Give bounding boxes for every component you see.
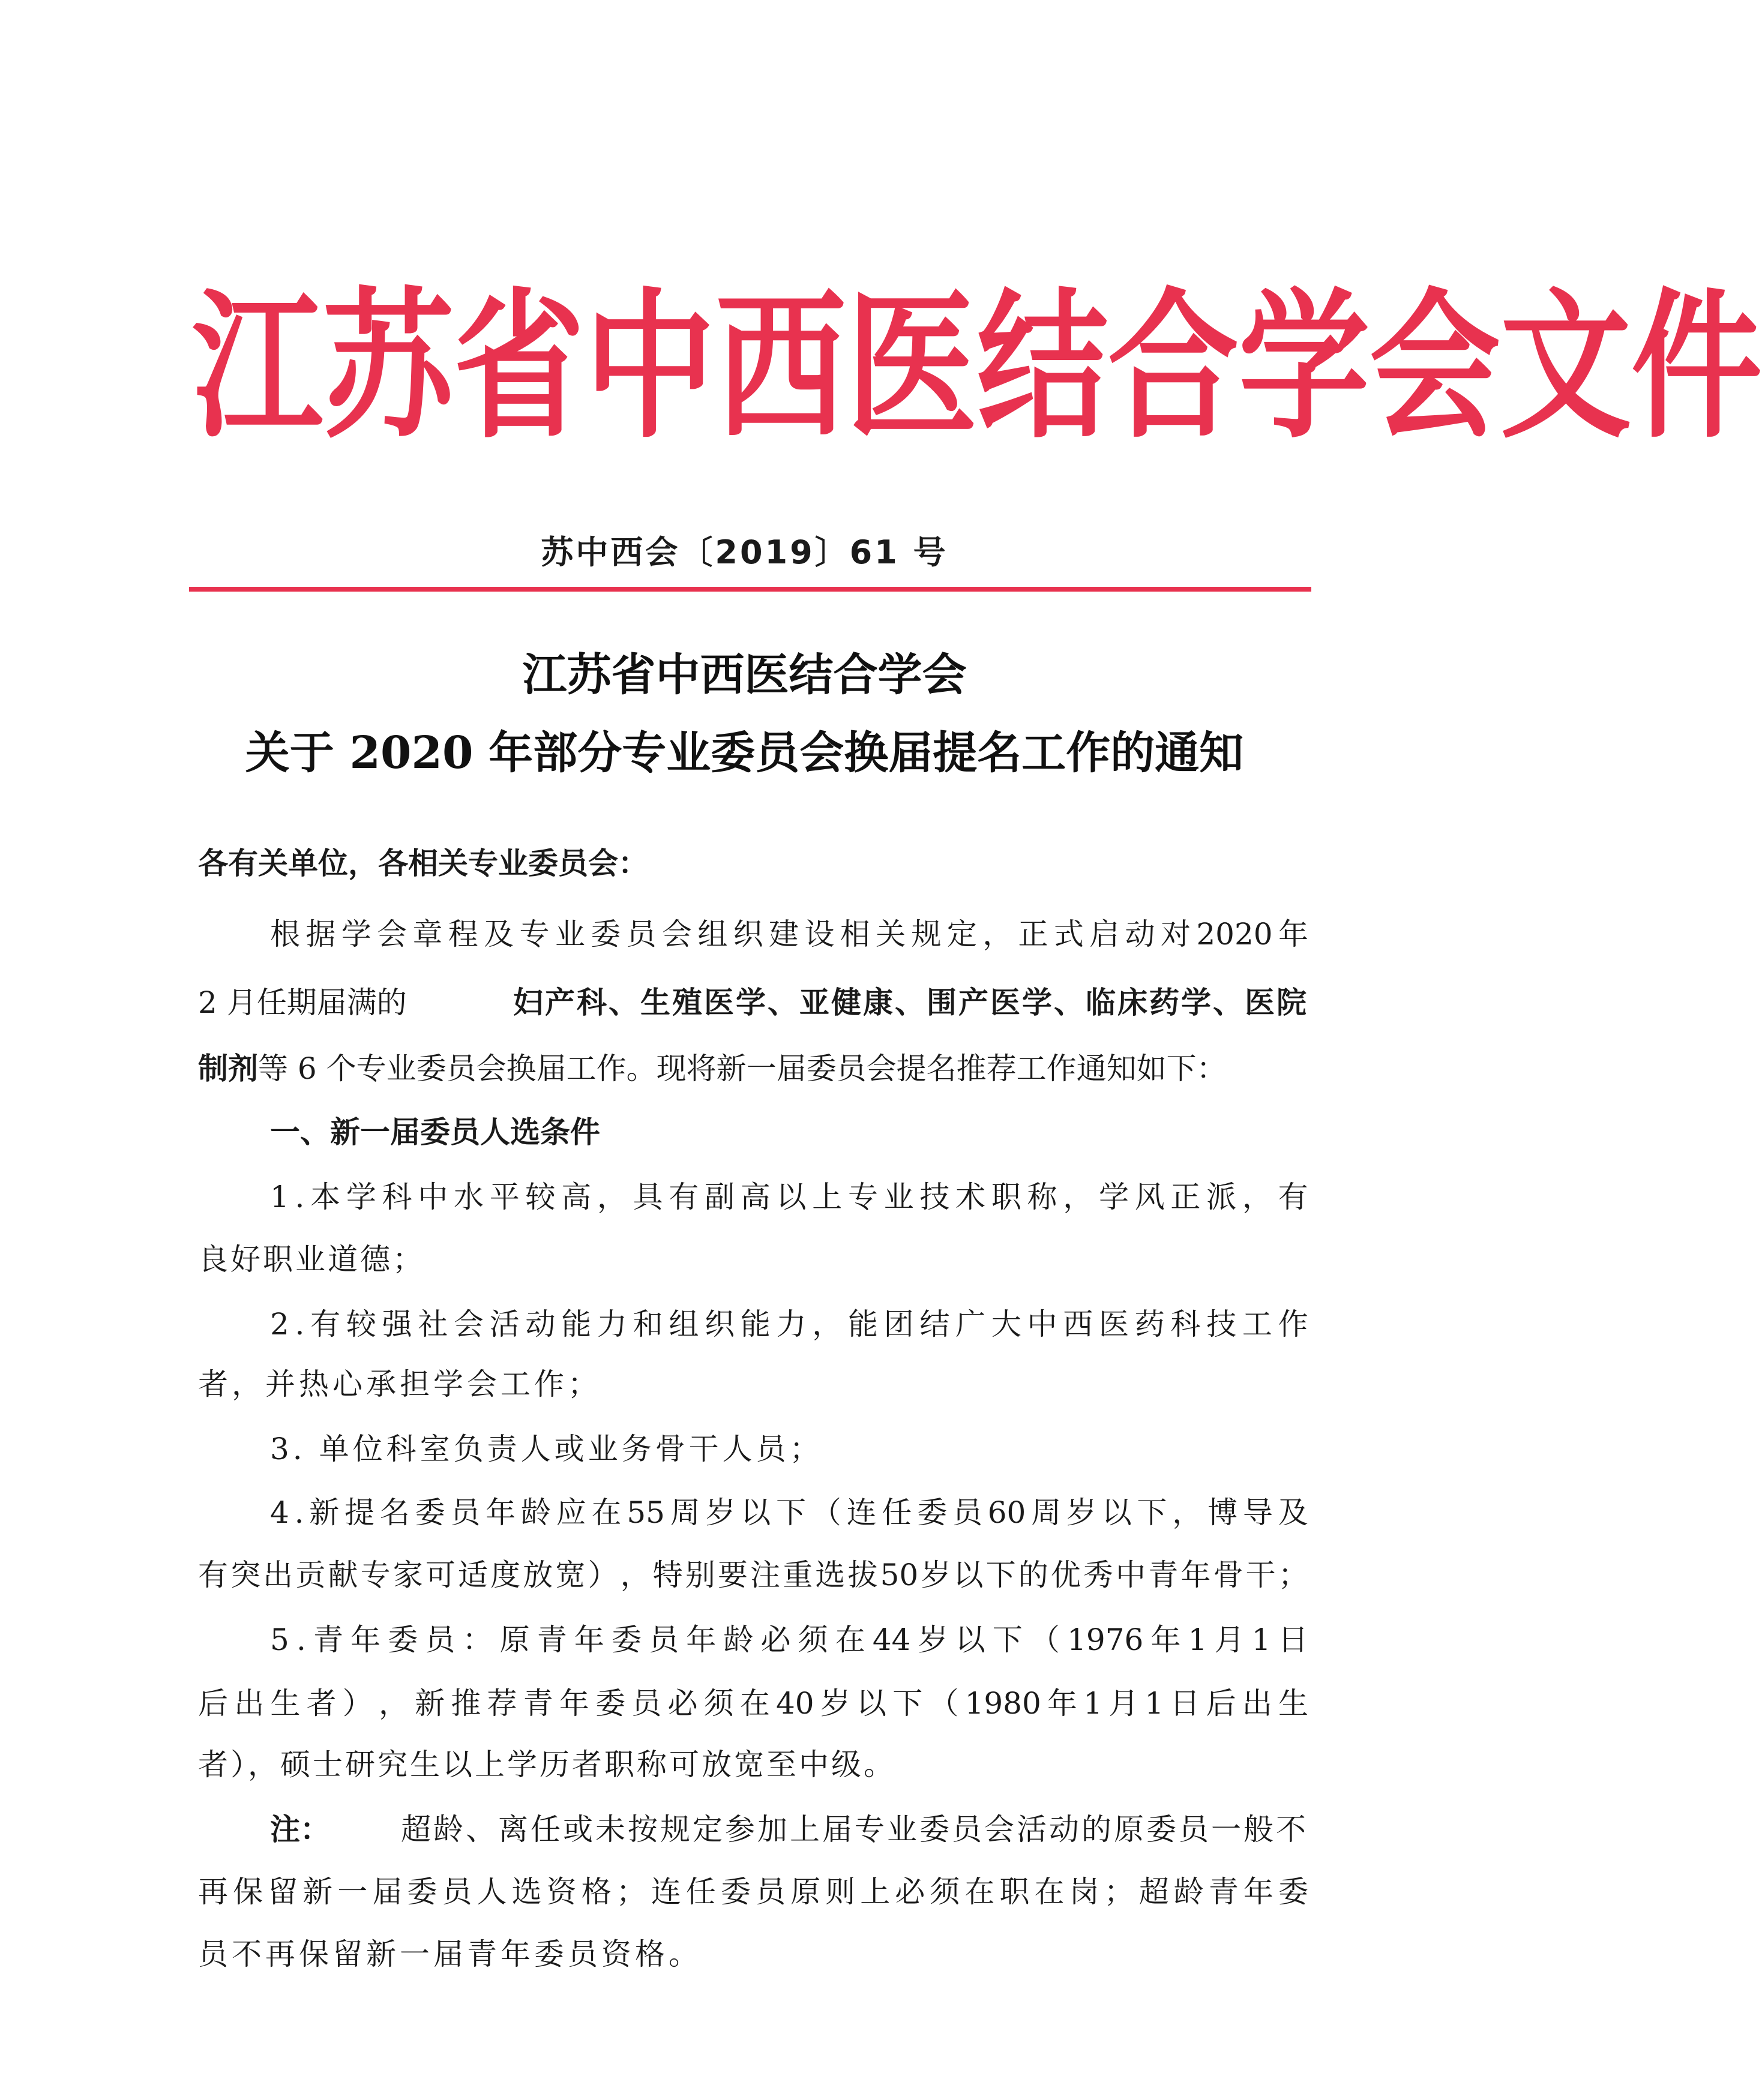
note-line-3-text: 员不再保留新一届青年委员资格。 xyxy=(198,1937,702,1972)
glyph: 药 xyxy=(1134,1307,1165,1342)
glyph: 以 xyxy=(856,1686,886,1721)
item-5-line-3 xyxy=(198,1744,1308,1786)
salutation-text: 各有关单位，各相关专业委员会： xyxy=(198,846,648,881)
glyph: 一 xyxy=(337,1874,368,1909)
glyph: 55 xyxy=(627,1495,665,1530)
glyph: 力 xyxy=(597,1307,627,1342)
glyph: 规 xyxy=(911,917,942,952)
glyph: 大 xyxy=(991,1307,1021,1342)
glyph: 龄 xyxy=(1173,1874,1204,1909)
glyph: 留 xyxy=(268,1874,298,1909)
glyph: 原 xyxy=(790,1874,821,1909)
glyph: ） xyxy=(588,1558,618,1592)
glyph: 文 xyxy=(1500,275,1631,460)
glyph: 员 xyxy=(442,1874,472,1909)
glyph: 龄 xyxy=(723,1622,754,1657)
glyph: ） xyxy=(342,1686,373,1721)
glyph: 动 xyxy=(1125,917,1155,952)
glyph: 以 xyxy=(741,1495,771,1530)
glyph: （ xyxy=(928,1686,959,1721)
glyph: ， xyxy=(1063,1180,1093,1214)
glyph: 骨 xyxy=(1213,1558,1243,1592)
glyph: 资 xyxy=(546,1874,577,1909)
glyph: 设 xyxy=(804,917,835,952)
glyph: 广 xyxy=(955,1307,986,1342)
glyph: 青 xyxy=(1148,1558,1179,1592)
glyph: 副 xyxy=(705,1180,735,1214)
item-2-line-2-text: 者，并热心承担学会工作； xyxy=(198,1367,601,1402)
committee-list: 妇产科、生殖医学、亚健康、围产医学、临床药学、医院 xyxy=(513,985,1308,1020)
glyph: 的 xyxy=(1018,1558,1048,1592)
glyph: 名 xyxy=(379,1495,410,1530)
title-line-1: 江苏省中西医结合学会 xyxy=(522,649,967,701)
glyph: 组 xyxy=(697,917,728,952)
glyph: 苏 xyxy=(323,275,454,460)
glyph: 结 xyxy=(977,275,1108,460)
glyph: 出 xyxy=(234,1686,265,1721)
glyph: 业 xyxy=(555,917,585,952)
glyph: 度 xyxy=(490,1558,521,1592)
glyph: 式 xyxy=(1053,917,1084,952)
glyph: 新 xyxy=(302,1874,333,1909)
glyph: 贡 xyxy=(295,1558,326,1592)
glyph: 保 xyxy=(233,1874,263,1909)
glyph: ； xyxy=(616,1874,646,1909)
glyph: 干 xyxy=(1245,1558,1276,1592)
glyph: 委 xyxy=(407,1874,437,1909)
glyph: 格 xyxy=(581,1874,612,1909)
glyph: . xyxy=(296,1622,306,1657)
glyph: 1 xyxy=(1083,1686,1102,1721)
glyph: 称 xyxy=(1027,1180,1057,1214)
glyph: 生 xyxy=(270,1686,301,1721)
glyph: 员 xyxy=(425,1622,456,1657)
item-1-line-1 xyxy=(270,1176,1308,1218)
masthead xyxy=(192,275,1762,460)
intro-line-3-rest: 等 6 个专业委员会换届工作。现将新一届委员会提名推荐工作通知如下： xyxy=(258,1051,1227,1086)
glyph: 西 xyxy=(1063,1307,1093,1342)
glyph: 新 xyxy=(415,1686,445,1721)
glyph: 根 xyxy=(270,917,300,952)
glyph: 高 xyxy=(740,1180,771,1214)
glyph: 团 xyxy=(883,1307,914,1342)
glyph: 青 xyxy=(313,1622,343,1657)
glyph: 青 xyxy=(1208,1874,1239,1909)
glyph: 必 xyxy=(667,1686,698,1721)
glyph: 委 xyxy=(591,917,621,952)
glyph: 能 xyxy=(561,1307,592,1342)
glyph: 别 xyxy=(685,1558,715,1592)
glyph: 合 xyxy=(1108,275,1239,460)
glyph: 50 xyxy=(880,1558,919,1592)
glyph: 4 xyxy=(270,1495,289,1530)
glyph: 风 xyxy=(1134,1180,1165,1214)
glyph: 须 xyxy=(930,1874,960,1909)
glyph: . xyxy=(295,1180,305,1214)
glyph: 可 xyxy=(425,1558,456,1592)
glyph: 周 xyxy=(1031,1495,1062,1530)
glyph: 任 xyxy=(882,1495,912,1530)
glyph: 建 xyxy=(769,917,799,952)
item-1-line-2 xyxy=(198,1238,1308,1280)
glyph: 年 xyxy=(574,1622,604,1657)
glyph: 献 xyxy=(328,1558,358,1592)
glyph: 委 xyxy=(388,1622,418,1657)
glyph: 委 xyxy=(917,1495,948,1530)
glyph: 件 xyxy=(1631,275,1762,460)
glyph: 组 xyxy=(669,1307,699,1342)
glyph: 2 xyxy=(270,1307,289,1342)
glyph: 1976 xyxy=(1067,1622,1144,1657)
glyph: 龄 xyxy=(520,1495,551,1530)
glyph: 人 xyxy=(477,1874,507,1909)
glyph: 日 xyxy=(1278,1622,1308,1657)
glyph: 适 xyxy=(458,1558,488,1592)
glyph: 本 xyxy=(310,1180,341,1214)
item-5-line-1 xyxy=(270,1619,1308,1661)
glyph: 有 xyxy=(669,1180,699,1214)
glyph: 连 xyxy=(846,1495,877,1530)
glyph: 有 xyxy=(1278,1180,1308,1214)
item-2-line-1 xyxy=(270,1303,1308,1345)
glyph: 员 xyxy=(756,1874,786,1909)
glyph: ： xyxy=(462,1622,493,1657)
glyph: 须 xyxy=(703,1686,734,1721)
glyph: 超 xyxy=(1138,1874,1169,1909)
glyph: 定 xyxy=(946,917,977,952)
glyph: 能 xyxy=(740,1307,771,1342)
glyph: 关 xyxy=(876,917,906,952)
glyph: 据 xyxy=(305,917,336,952)
glyph: 青 xyxy=(523,1686,553,1721)
glyph: 会 xyxy=(1370,275,1500,460)
glyph: 对 xyxy=(1160,917,1191,952)
glyph: 专 xyxy=(360,1558,391,1592)
glyph: 后 xyxy=(198,1686,228,1721)
glyph: 章 xyxy=(412,917,443,952)
glyph: 医 xyxy=(846,275,977,460)
glyph: 必 xyxy=(895,1874,925,1909)
glyph: 工 xyxy=(1242,1307,1272,1342)
glyph: 岁 xyxy=(820,1686,850,1721)
glyph: 及 xyxy=(1278,1495,1308,1530)
glyph: 员 xyxy=(952,1495,982,1530)
glyph: 重 xyxy=(783,1558,813,1592)
glyph: 者 xyxy=(306,1686,337,1721)
note-label: 注： xyxy=(270,1812,330,1847)
glyph: 提 xyxy=(344,1495,375,1530)
glyph: 届 xyxy=(372,1874,403,1909)
glyph: 以 xyxy=(776,1180,807,1214)
glyph: 会 xyxy=(661,917,692,952)
glyph: 动 xyxy=(525,1307,556,1342)
glyph: 岁 xyxy=(1066,1495,1096,1530)
glyph: 必 xyxy=(760,1622,791,1657)
glyph: 在 xyxy=(835,1622,865,1657)
note-line-3 xyxy=(198,1933,1308,1975)
glyph: 相 xyxy=(840,917,870,952)
glyph: 会 xyxy=(377,917,407,952)
item-2-line-2 xyxy=(198,1363,1308,1405)
glyph: 员 xyxy=(631,1686,662,1721)
glyph: 岁 xyxy=(918,1622,948,1657)
glyph: ； xyxy=(1104,1874,1134,1909)
glyph: 推 xyxy=(451,1686,481,1721)
glyph: 专 xyxy=(519,917,550,952)
glyph: 月 xyxy=(1214,1622,1245,1657)
glyph: 委 xyxy=(595,1686,626,1721)
note-line-1-rest: 超龄、离任或未按规定参加上届专业委员会活动的原委员一般不 xyxy=(401,1812,1308,1847)
glyph: 职 xyxy=(999,1874,1030,1909)
glyph: 员 xyxy=(649,1622,679,1657)
glyph: 任 xyxy=(685,1874,716,1909)
note-line-1 xyxy=(270,1808,1308,1850)
glyph: 博 xyxy=(1207,1495,1238,1530)
glyph: 荐 xyxy=(487,1686,517,1721)
glyph: 下 xyxy=(892,1686,923,1721)
glyph: 学 xyxy=(1239,275,1370,460)
glyph: 水 xyxy=(454,1180,484,1214)
glyph: 医 xyxy=(1098,1307,1129,1342)
salutation xyxy=(198,842,1308,884)
glyph: 新 xyxy=(309,1495,340,1530)
glyph: 上 xyxy=(812,1180,843,1214)
glyph: 下 xyxy=(776,1495,807,1530)
glyph: 正 xyxy=(1018,917,1048,952)
glyph: 优 xyxy=(1050,1558,1081,1592)
glyph: 术 xyxy=(955,1180,986,1214)
glyph: 技 xyxy=(919,1180,950,1214)
glyph: 委 xyxy=(415,1495,445,1530)
glyph: ， xyxy=(378,1686,409,1721)
glyph: （ xyxy=(1029,1622,1060,1657)
glyph: 活 xyxy=(489,1307,520,1342)
glyph: 青 xyxy=(537,1622,567,1657)
glyph: 程 xyxy=(448,917,478,952)
glyph: 岁 xyxy=(705,1495,736,1530)
glyph: ， xyxy=(1172,1495,1203,1530)
red-divider xyxy=(189,587,1311,592)
item-4-line-2 xyxy=(198,1554,1308,1596)
glyph: 派 xyxy=(1206,1180,1237,1214)
section-1-heading xyxy=(270,1111,1380,1153)
glyph: 业 xyxy=(883,1180,914,1214)
glyph: 生 xyxy=(1278,1686,1308,1721)
glyph: 注 xyxy=(750,1558,781,1592)
glyph: 科 xyxy=(1170,1307,1201,1342)
glyph: ， xyxy=(982,917,1013,952)
glyph: 委 xyxy=(720,1874,751,1909)
intro-line-2-pre: 2 月任期届满的 xyxy=(198,985,407,1020)
glyph: 学 xyxy=(346,1180,376,1214)
glyph: 要 xyxy=(718,1558,748,1592)
glyph: 较 xyxy=(346,1307,376,1342)
glyph: 员 xyxy=(450,1495,481,1530)
glyph: 强 xyxy=(382,1307,412,1342)
glyph: 中 xyxy=(1027,1307,1057,1342)
glyph: 1980 xyxy=(964,1686,1041,1721)
glyph: ； xyxy=(1278,1558,1308,1592)
glyph: 年 xyxy=(1243,1874,1273,1909)
glyph: 高 xyxy=(561,1180,592,1214)
glyph: 须 xyxy=(798,1622,828,1657)
glyph: 日 xyxy=(1170,1686,1200,1721)
glyph: ， xyxy=(1242,1180,1272,1214)
glyph: 则 xyxy=(825,1874,856,1909)
glyph: 秀 xyxy=(1083,1558,1113,1592)
glyph: 职 xyxy=(991,1180,1021,1214)
glyph: （ xyxy=(811,1495,841,1530)
glyph: 周 xyxy=(670,1495,700,1530)
glyph: 岁 xyxy=(921,1558,951,1592)
glyph: 月 xyxy=(1108,1686,1139,1721)
glyph: 下 xyxy=(985,1558,1016,1592)
glyph: 正 xyxy=(1170,1180,1201,1214)
item-3-text: 3. 单位科室负责人或业务骨干人员； xyxy=(270,1432,823,1466)
glyph: 宽 xyxy=(555,1558,586,1592)
glyph: 年 xyxy=(559,1686,589,1721)
glyph: 44 xyxy=(872,1622,911,1657)
glyph: 织 xyxy=(733,917,763,952)
glyph: 能 xyxy=(847,1307,878,1342)
glyph: 出 xyxy=(1242,1686,1272,1721)
intro-line-2 xyxy=(198,982,1308,1024)
glyph: 科 xyxy=(382,1180,412,1214)
item-5-line-2 xyxy=(198,1682,1308,1724)
glyph: 力 xyxy=(776,1307,807,1342)
glyph: 突 xyxy=(230,1558,261,1592)
document-number: 苏中西会〔2019〕61 号 xyxy=(541,533,948,571)
item-4-line-1 xyxy=(270,1492,1308,1534)
title-line-2: 关于 2020 年部分专业委员会换届提名工作的通知 xyxy=(245,727,1244,779)
glyph: 以 xyxy=(953,1558,984,1592)
glyph: 应 xyxy=(556,1495,586,1530)
glyph: 启 xyxy=(1089,917,1120,952)
glyph: 2020 xyxy=(1196,917,1273,952)
glyph: 后 xyxy=(1206,1686,1236,1721)
glyph: 在 xyxy=(739,1686,770,1721)
glyph: 1 xyxy=(1251,1622,1271,1657)
glyph: 以 xyxy=(1101,1495,1132,1530)
glyph: 年 xyxy=(486,1495,516,1530)
glyph: 特 xyxy=(652,1558,683,1592)
glyph: 专 xyxy=(847,1180,878,1214)
glyph: 委 xyxy=(1278,1874,1308,1909)
glyph: 平 xyxy=(489,1180,520,1214)
glyph: 有 xyxy=(310,1307,341,1342)
glyph: 连 xyxy=(651,1874,681,1909)
glyph: 年 xyxy=(1180,1558,1211,1592)
glyph: 社 xyxy=(418,1307,448,1342)
glyph: 年 xyxy=(1278,917,1308,952)
glyph: 下 xyxy=(1137,1495,1167,1530)
glyph: 在 xyxy=(1034,1874,1065,1909)
glyph: 省 xyxy=(454,275,585,460)
glyph: 在 xyxy=(964,1874,995,1909)
glyph: 下 xyxy=(992,1622,1023,1657)
glyph: 年 xyxy=(686,1622,717,1657)
glyph: 会 xyxy=(454,1307,484,1342)
committee-list-end: 制剂 xyxy=(198,1051,258,1086)
glyph: . xyxy=(294,1495,304,1530)
glyph: 和 xyxy=(633,1307,663,1342)
glyph: 放 xyxy=(523,1558,553,1592)
glyph: 家 xyxy=(392,1558,423,1592)
intro-line-1 xyxy=(270,913,1308,955)
glyph: 选 xyxy=(815,1558,846,1592)
glyph: 1 xyxy=(270,1180,289,1214)
glyph: 学 xyxy=(1098,1180,1129,1214)
glyph: 学 xyxy=(341,917,371,952)
item-5-line-3-text: 者），硕士研究生以上学历者职称可放宽至中级。 xyxy=(198,1747,896,1782)
glyph: 有 xyxy=(198,1558,228,1592)
glyph: 40 xyxy=(776,1686,814,1721)
glyph: 西 xyxy=(715,275,846,460)
note-line-2 xyxy=(198,1871,1308,1913)
glyph: 1 xyxy=(1144,1686,1164,1721)
section-1-heading-text: 一、新一届委员人选条件 xyxy=(270,1115,600,1150)
glyph: 年 xyxy=(350,1622,381,1657)
glyph: 拔 xyxy=(847,1558,878,1592)
glyph: 较 xyxy=(525,1180,556,1214)
glyph: 具 xyxy=(633,1180,663,1214)
glyph: 5 xyxy=(270,1622,289,1657)
glyph: 年 xyxy=(1150,1622,1181,1657)
item-1-line-2-text: 良好职业道德； xyxy=(198,1242,425,1277)
glyph: ， xyxy=(620,1558,651,1592)
item-3-line-1 xyxy=(270,1428,1380,1470)
glyph: 原 xyxy=(499,1622,530,1657)
glyph: 导 xyxy=(1242,1495,1273,1530)
glyph: 1 xyxy=(1188,1622,1207,1657)
intro-line-3 xyxy=(198,1048,1308,1090)
glyph: 上 xyxy=(860,1874,891,1909)
glyph: 年 xyxy=(1047,1686,1077,1721)
glyph: 岗 xyxy=(1069,1874,1099,1909)
glyph: 员 xyxy=(626,917,657,952)
glyph: 及 xyxy=(484,917,514,952)
glyph: 技 xyxy=(1206,1307,1237,1342)
glyph: 江 xyxy=(192,275,323,460)
glyph: 织 xyxy=(705,1307,735,1342)
glyph: 中 xyxy=(585,275,715,460)
glyph: 委 xyxy=(611,1622,642,1657)
glyph: ， xyxy=(597,1180,627,1214)
glyph: 再 xyxy=(198,1874,228,1909)
glyph: 60 xyxy=(987,1495,1026,1530)
glyph: 中 xyxy=(418,1180,448,1214)
glyph: 作 xyxy=(1278,1307,1308,1342)
glyph: 中 xyxy=(1116,1558,1146,1592)
glyph: ， xyxy=(812,1307,843,1342)
glyph: 出 xyxy=(263,1558,293,1592)
glyph: . xyxy=(295,1307,305,1342)
glyph: 以 xyxy=(955,1622,985,1657)
glyph: 在 xyxy=(591,1495,622,1530)
glyph: 选 xyxy=(511,1874,542,1909)
glyph: 结 xyxy=(919,1307,950,1342)
